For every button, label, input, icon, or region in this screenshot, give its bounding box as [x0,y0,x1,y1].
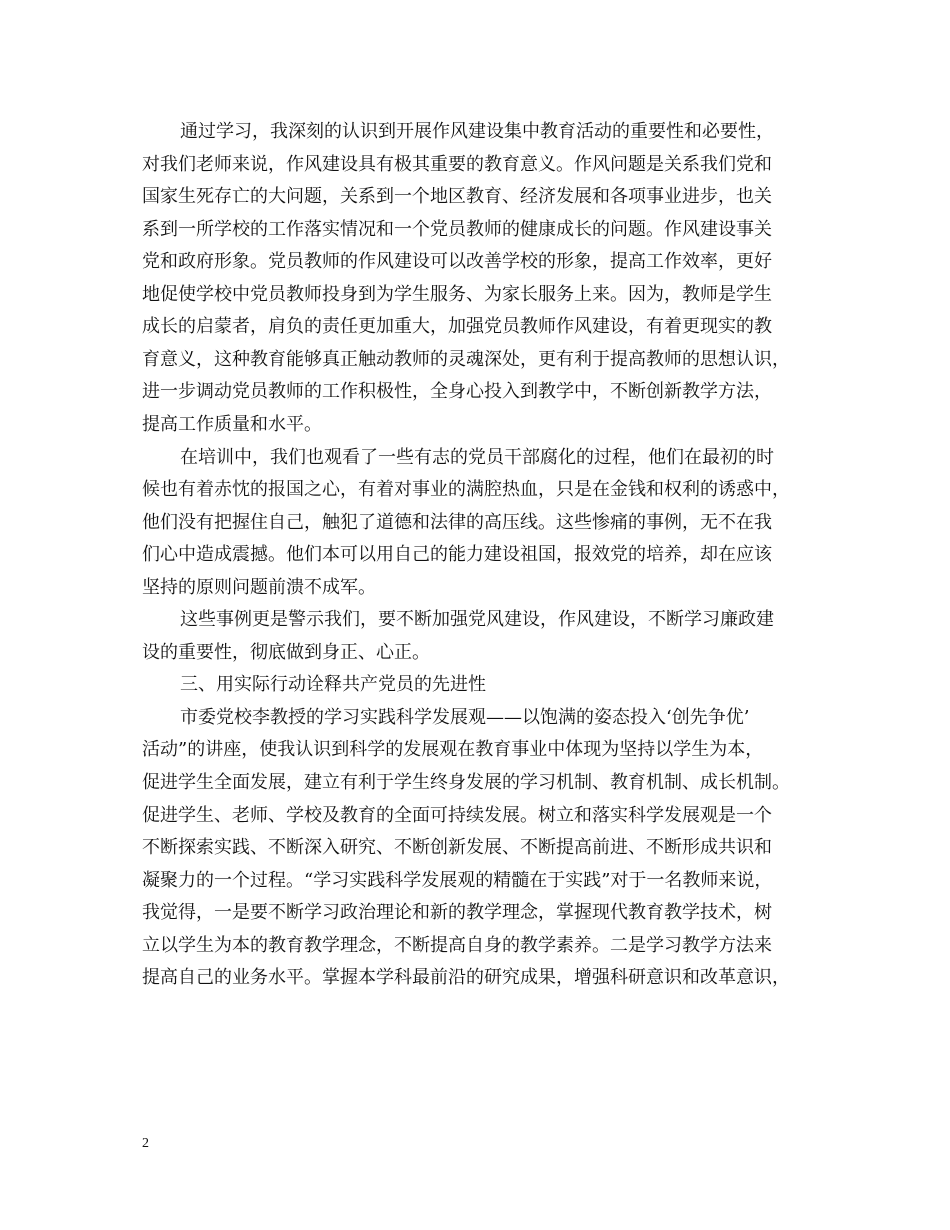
text-line: 系到一所学校的工作落实情况和一个党员教师的健康成长的问题。作风建设事关 [142,218,772,240]
text-line: 设的重要性，彻底做到身正、心正。 [142,641,430,663]
text-line: 候也有着赤忱的报国之心，有着对事业的满腔热血，只是在金钱和权利的诱惑中， [142,479,790,501]
text-line: 不断探索实践、不断深入研究、不断创新发展、不断提高前进、不断形成共识和 [142,837,772,859]
text-line: 成长的启蒙者，肩负的责任更加重大，加强党员教师作风建设，有着更现实的教 [142,316,772,338]
text-line: 提高工作质量和水平。 [142,413,322,435]
text-line: 活动”的讲座，使我认识到科学的发展观在教育事业中体现为坚持以学生为本， [142,739,764,761]
text-line: 进一步调动党员教师的工作积极性，全身心投入到教学中，不断创新教学方法， [142,381,772,403]
text-line: 育意义，这种教育能够真正触动教师的灵魂深处，更有利于提高教师的思想认识， [142,348,790,370]
text-line: 凝聚力的一个过程。“学习实践科学发展观的精髓在于实践”对于一名教师来说， [142,869,773,891]
text-line: 三、用实际行动诠释共产党员的先进性 [180,674,486,696]
text-line: 在培训中，我们也观看了一些有志的党员干部腐化的过程，他们在最初的时 [180,446,774,468]
text-line: 党和政府形象。党员教师的作风建设可以改善学校的形象，提高工作效率，更好 [142,251,772,273]
text-line: 国家生死存亡的大问题，关系到一个地区教育、经济发展和各项事业进步，也关 [142,186,772,208]
page-number: 2 [142,1136,149,1151]
text-line: 这些事例更是警示我们，要不断加强党风建设，作风建设，不断学习廉政建 [180,609,774,631]
text-line: 通过学习，我深刻的认识到开展作风建设集中教育活动的重要性和必要性， [180,121,774,142]
text-line: 我觉得，一是要不断学习政治理论和新的教学理念，掌握现代教育教学技术，树 [142,902,772,924]
text-line: 坚持的原则问题前溃不成军。 [142,576,376,598]
text-line: 地促使学校中党员教师投身到为学生服务、为家长服务上来。因为，教师是学生 [142,283,772,305]
text-line: 立以学生为本的教育教学理念，不断提高自身的教学素养。二是学习教学方法来 [142,934,772,956]
text-line: 们心中造成震撼。他们本可以用自己的能力建设祖国，报效党的培养，却在应该 [142,544,772,566]
text-line: 提高自己的业务水平。掌握本学科最前沿的研究成果，增强科研意识和改革意识， [142,967,790,989]
text-line: 市委党校李教授的学习实践科学发展观——以饱满的姿态投入‘创先争优’ [180,706,750,728]
text-line: 促进学生全面发展，建立有利于学生终身发展的学习机制、教育机制、成长机制。 [142,772,790,793]
text-line: 促进学生、老师、学校及教育的全面可持续发展。树立和落实科学发展观是一个 [142,804,772,826]
text-line: 对我们老师来说，作风建设具有极其重要的教育意义。作风问题是关系我们党和 [142,153,772,175]
text-line: 他们没有把握住自己，触犯了道德和法律的高压线。这些惨痛的事例，无不在我 [142,511,772,533]
